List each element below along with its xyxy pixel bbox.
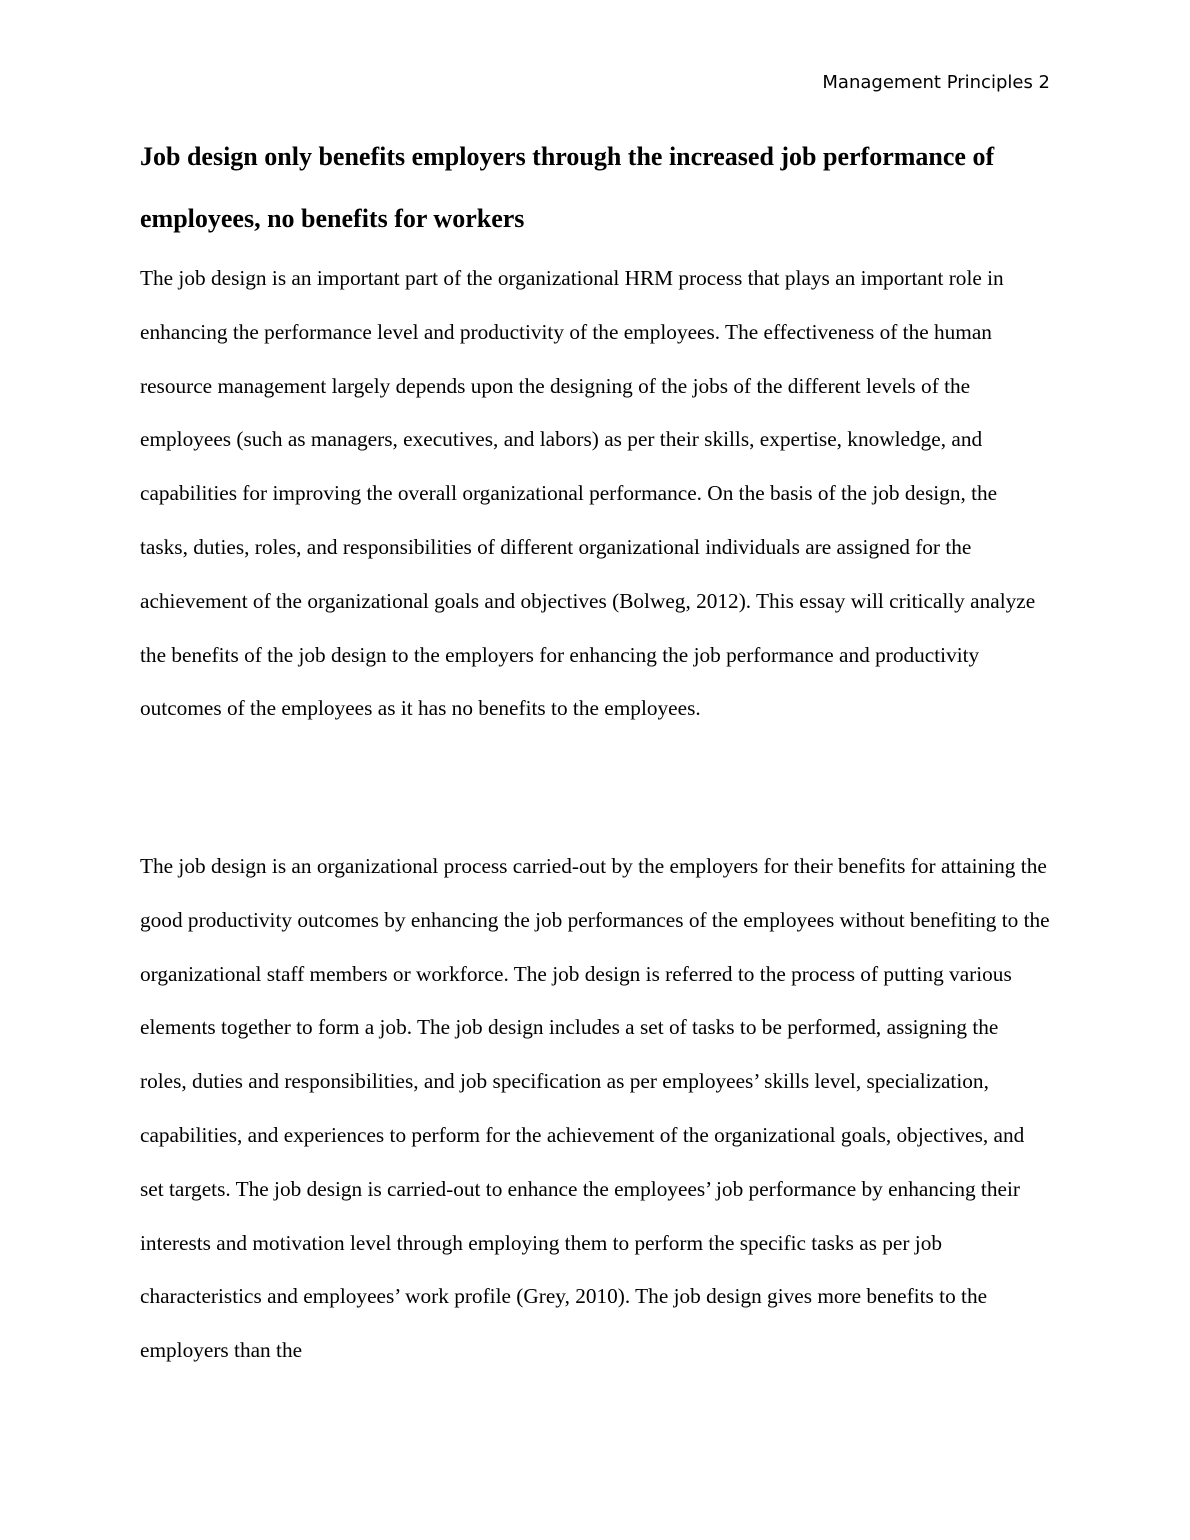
paragraph-body: The job design is an organizational process carried-out by the employers for their benefits for attaining the good productivity outcomes by enhancing the job performances of the employees without benefiting to the organizational staff members or workforce. The job design is referred to the process of putting various elements together to form a job. The job design includes a set of tasks to be performed, assigning the roles, duties and responsibilities, and job specification as per employees’ skills level, specialization, capabilities, and experiences to perform for the achievement of the organizational goals, objectives, and set targets. The job design is carried-out to enhance the employees’ job performance by enhancing their interests and motivation level through employing them to perform the specific tasks as per job characteristics and employees’ work profile (Grey, 2010). The job design gives more benefits to the employers than the [140, 854, 1050, 1363]
paragraph-introduction: The job design is an important part of the organizational HRM process that plays an important role in enhancing the performance level and productivity of the employees. The effectiveness of the human resource management largely depends upon the designing of the jobs of the different levels of the employees (such as managers, executives, and labors) as per their skills, expertise, knowledge, and capabilities for improving the overall organizational performance. On the basis of the job design, the tasks, duties, roles, and responsibilities of different organizational individuals are assigned for the achievement of the organizational goals and objectives (Bolweg, 2012). This essay will critically analyze the benefits of the job design to the employers for enhancing the job performance and productivity outcomes of the employees as it has no benefits to the employees. [140, 266, 1036, 721]
essay-title: Job design only benefits employers through the increased job performance of employees, no benefits for workers [140, 142, 995, 233]
running-header: Management Principles 2 [822, 72, 1050, 93]
